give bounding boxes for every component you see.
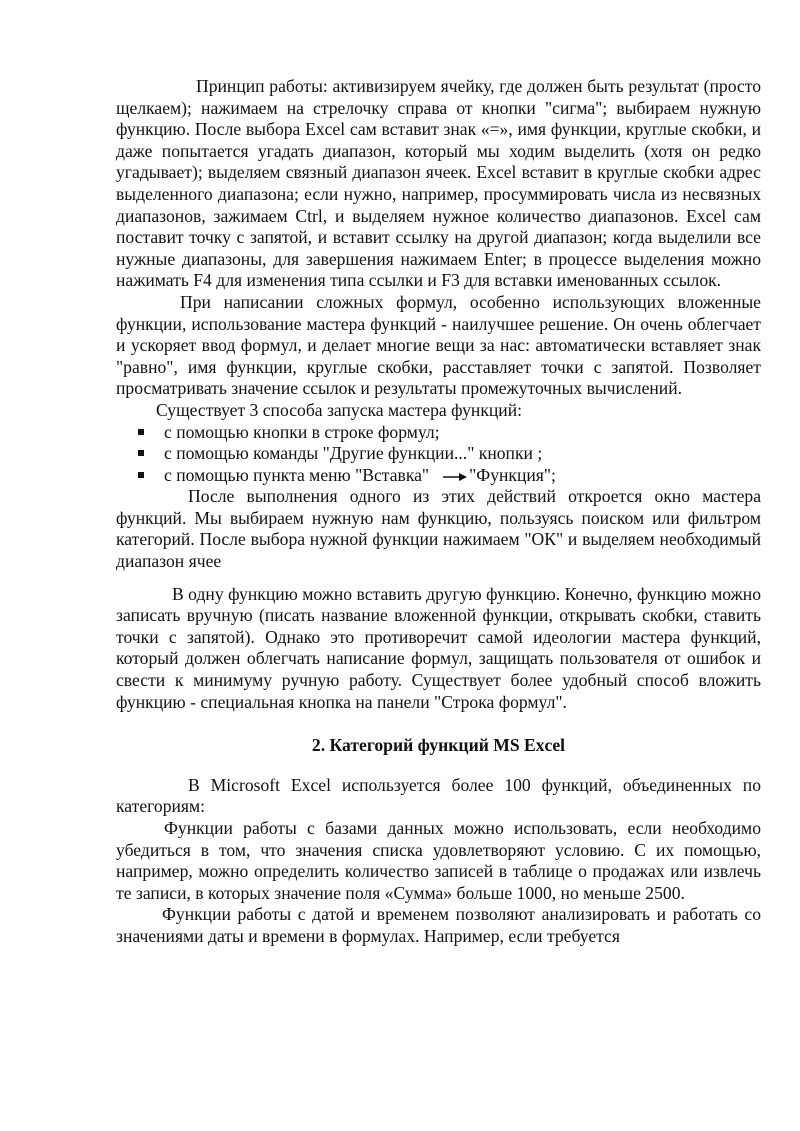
paragraph-categories-intro: В Microsoft Excel используется более 100 функций, объединенных по категориям: xyxy=(116,774,761,817)
paragraph-nested-functions: В одну функцию можно вставить другую функцию. Конечно, функцию можно записать вручную (писать название вложенной функции, открывать скобки, ставить точки с запятой). Однако это противоречит самой идеологии мастера функций, который должен облегчать написание формул, защищать пользователя от ошибок и свести к минимуму ручную работу. Существует более удобный способ вложить функцию - специальная кнопка на панели "Строка формул". xyxy=(116,583,761,712)
list-item-text-after: "Функция"; xyxy=(469,464,556,485)
document-page xyxy=(116,76,761,948)
paragraph-after-actions: После выполнения одного из этих действий откроется окно мастера функций. Мы выбираем нужную нам функцию, пользуясь поиском или фильтром категорий. После выбора нужной функции нажимаем "ОК" и выделяем необходимый диапазон ячее xyxy=(116,486,761,572)
paragraph-launch-methods: Существует 3 способа запуска мастера функций: xyxy=(156,399,522,420)
list-item xyxy=(116,443,761,465)
section-heading: 2. Категорий функций MS Excel xyxy=(311,735,566,756)
list-item xyxy=(116,465,761,487)
arrow-right-icon xyxy=(443,472,467,482)
list-item-text: с помощью пункта меню "Вставка" xyxy=(164,464,430,485)
list-item-text: с помощью кнопки в строке формул; xyxy=(164,421,440,442)
launch-methods-list xyxy=(116,422,761,487)
paragraph-date-time-functions: Функции работы с датой и временем позволяют анализировать и работать со значениями даты и времени в формулах. Например, если требуется xyxy=(116,904,761,946)
bullet-square-icon xyxy=(138,450,144,456)
paragraph-database-functions: Функции работы с базами данных можно использовать, если необходимо убедиться в том, что значения списка удовлетворяют условию. С их помощью, например, можно определить количество записей в таблице о продажах или извлечь те записи, в которых значение поля «Сумма» больше 1000, но меньше 2500. xyxy=(116,818,761,903)
bullet-square-icon xyxy=(138,472,144,478)
list-item-text: с помощью команды "Другие функции..." кнопки ; xyxy=(164,443,543,464)
list-item xyxy=(116,422,761,444)
paragraph-function-wizard: При написании сложных формул, особенно использующих вложенные функции, использование мастера функций - наилучшее решение. Он очень облегчает и ускоряет ввод формул, и делает многие вещи за нас: автоматически вставляет знак "равно", имя функции, круглые скобки, расставляет точки с запятой. Позволяет просматривать значение ссылок и результаты промежуточных вычислений. xyxy=(116,291,761,399)
paragraph-principle: Принцип работы: активизируем ячейку, где должен быть результат (просто щелкаем); нажимаем на стрелочку справа от кнопки "сигма"; выбираем нужную функцию. После выбора Excel сам вставит знак «=», имя функции, круглые скобки, и даже попытается угадать диапазон, который мы ходим выделить (хотя он редко угадывает); выделяем связный диапазон ячеек. Excel вставит в круглые скобки адрес выделенного диапазона; если нужно, например, просуммировать числа из несвязных диапазонов, зажимаем Ctrl, и выделяем нужное количество диапазонов. Excel сам поставит точку с запятой, и вставит ссылку на другой диапазон; когда выделили все нужные диапазоны, для завершения нажимаем Enter; в процессе выделения можно нажимать F4 для изменения типа ссылки и F3 для вставки именованных ссылок. xyxy=(116,76,761,291)
bullet-square-icon xyxy=(138,429,144,435)
